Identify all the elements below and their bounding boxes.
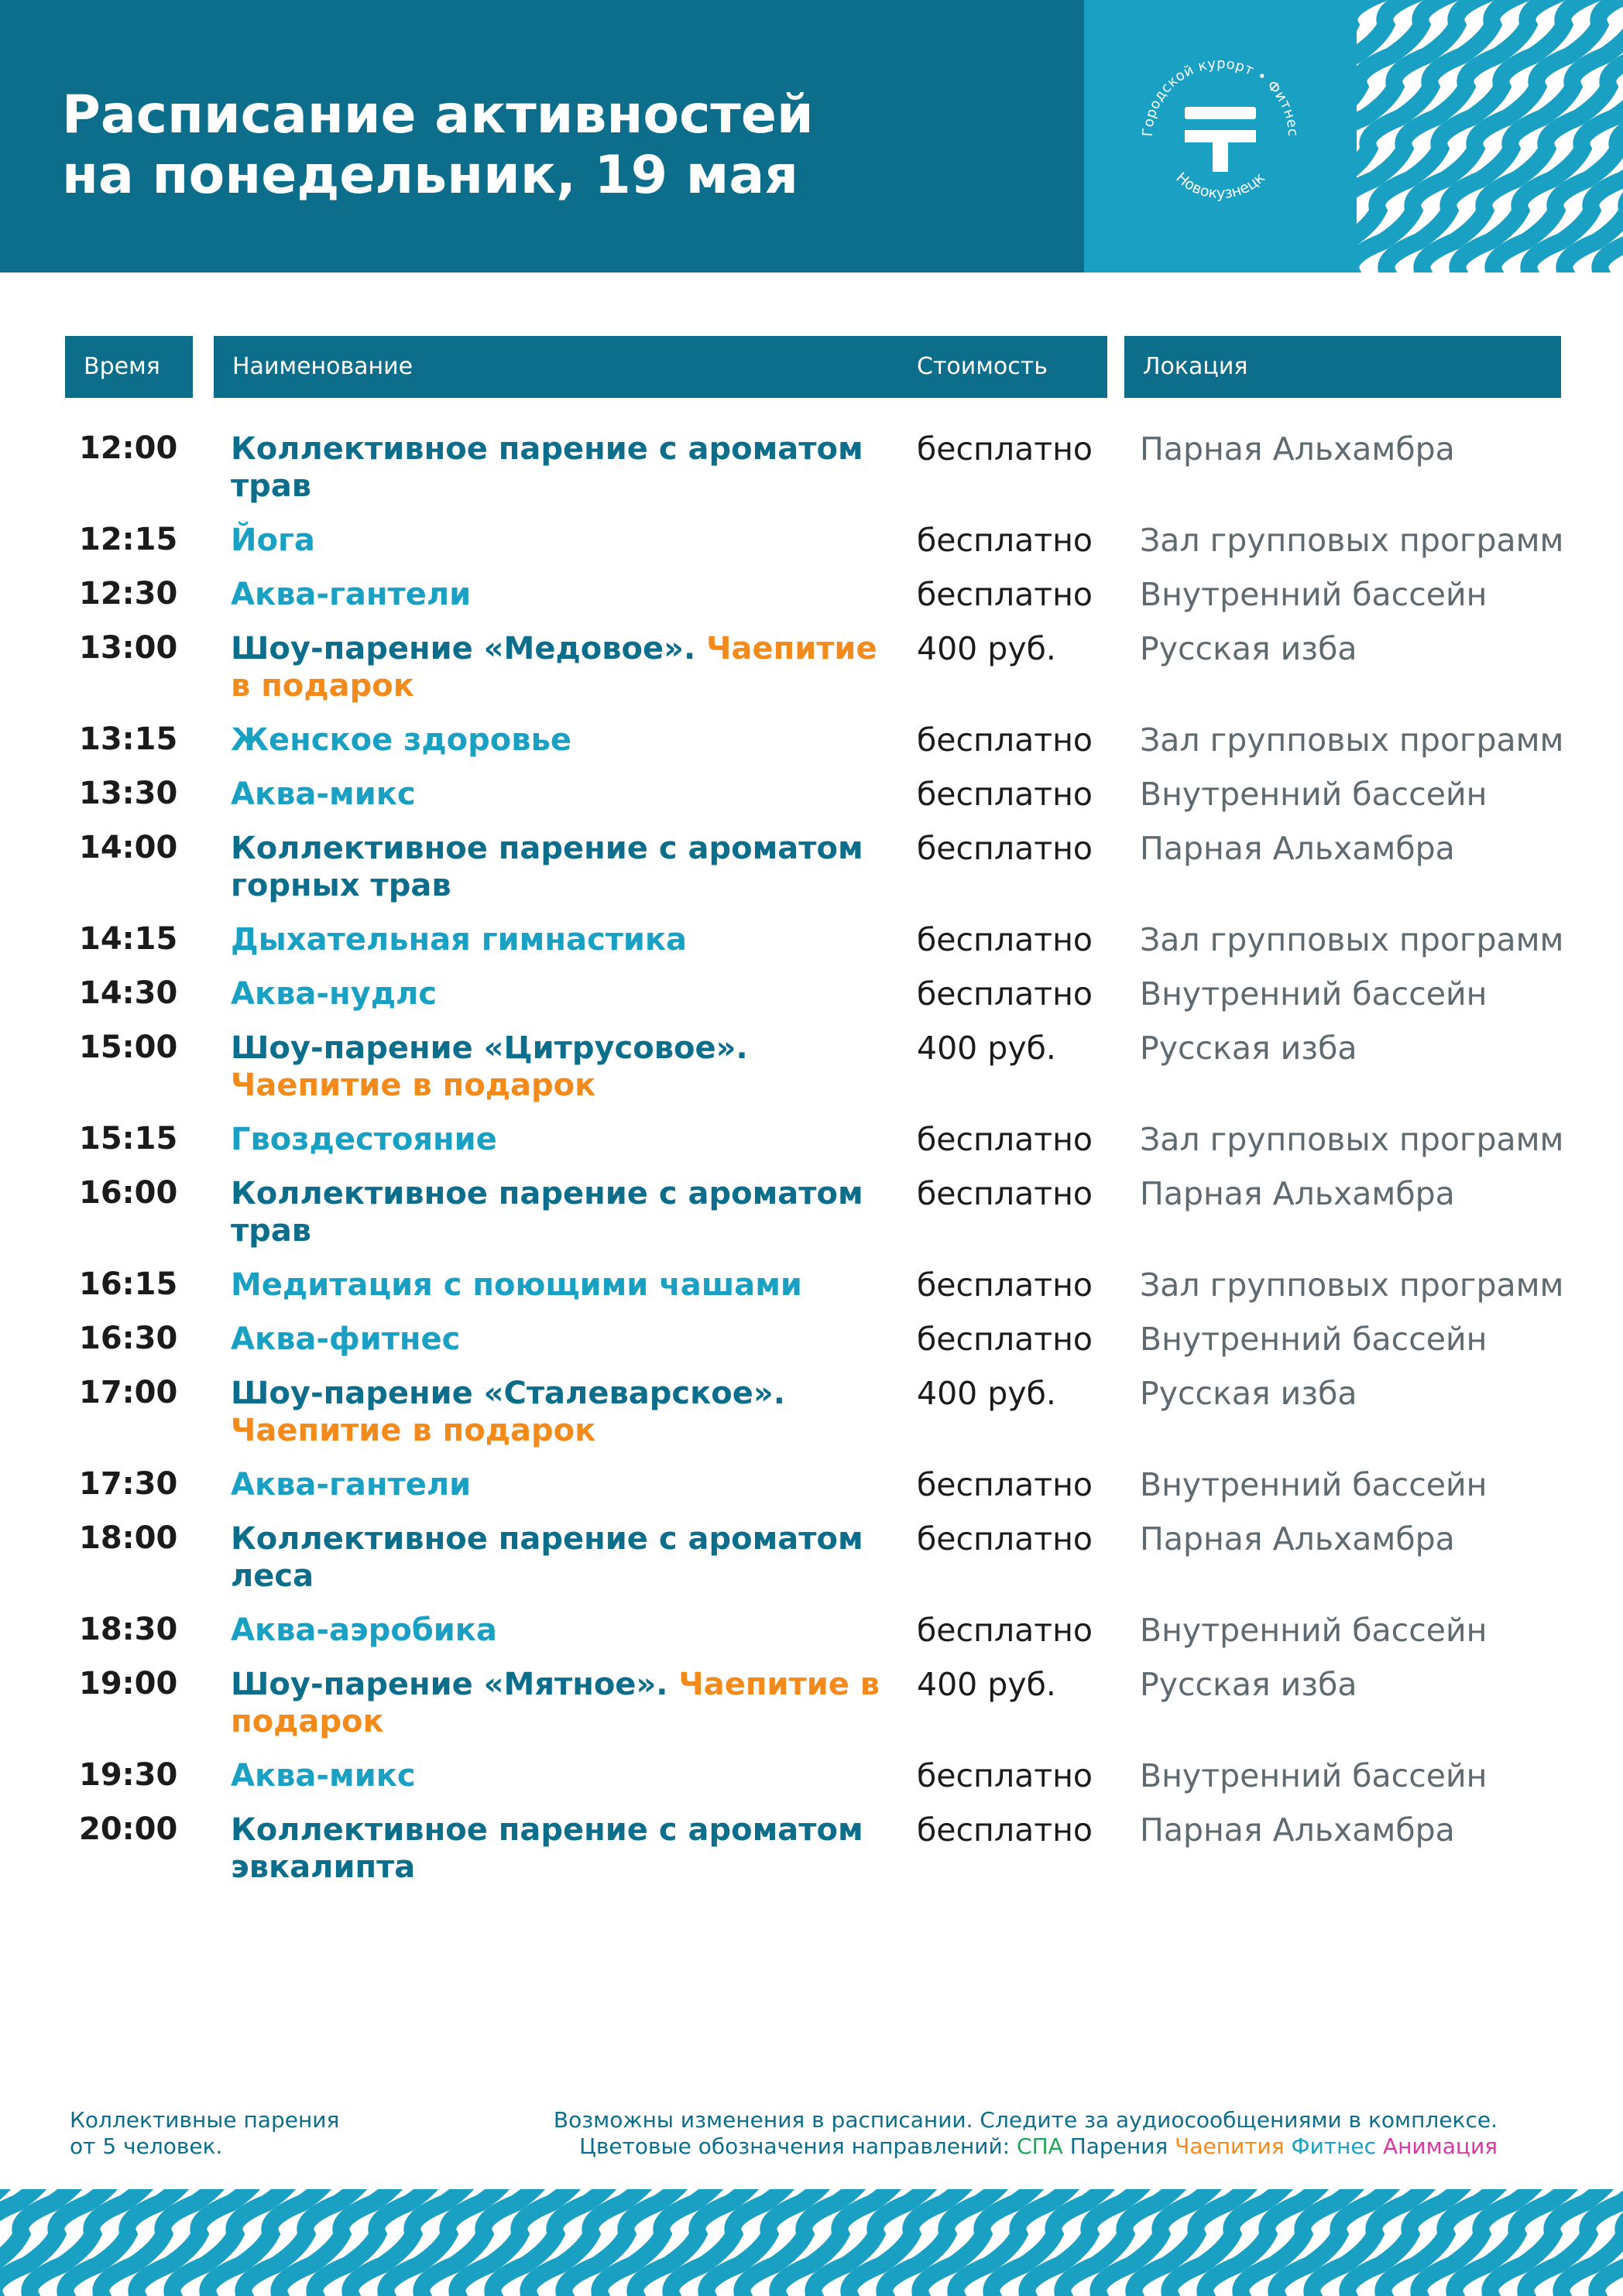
- activity-name: Женское здоровье: [231, 722, 571, 758]
- row-time: 18:00: [79, 1520, 178, 1556]
- row-activity: [231, 1811, 897, 1886]
- row-activity: [231, 1266, 897, 1304]
- schedule-table: [0, 424, 1623, 1897]
- table-row: [0, 424, 1623, 516]
- table-row: [0, 969, 1623, 1023]
- row-time: 17:00: [79, 1375, 178, 1410]
- row-cost: бесплатно: [917, 1266, 1093, 1304]
- row-cost: бесплатно: [917, 576, 1093, 613]
- row-activity: [231, 1520, 897, 1595]
- row-time: 13:15: [79, 721, 178, 757]
- row-time: 19:30: [79, 1757, 178, 1793]
- activity-name: Шоу-парение «Медовое».: [231, 631, 696, 667]
- row-time: 17:30: [79, 1466, 178, 1502]
- row-time: 14:30: [79, 975, 178, 1011]
- row-time: 19:00: [79, 1666, 178, 1701]
- row-location: Зал групповых программ: [1140, 522, 1564, 559]
- row-location: Зал групповых программ: [1140, 921, 1564, 958]
- logo: [1084, 0, 1357, 272]
- row-cost: 400 руб.: [917, 1666, 1056, 1703]
- legend-item: Анимация: [1382, 2133, 1498, 2159]
- row-cost: бесплатно: [917, 1612, 1093, 1649]
- color-legend: [554, 2133, 1498, 2160]
- table-row: [0, 1115, 1623, 1169]
- table-row: [0, 1805, 1623, 1897]
- row-location: Русская изба: [1140, 1030, 1357, 1067]
- row-cost: 400 руб.: [917, 630, 1056, 667]
- row-activity: [231, 830, 897, 904]
- activity-name: Коллективное парение с ароматом трав: [231, 431, 863, 504]
- legend-item: Фитнес: [1291, 2133, 1377, 2159]
- page-title: [62, 85, 814, 206]
- row-location: Внутренний бассейн: [1140, 776, 1487, 813]
- note-left-line-2: от 5 человек.: [70, 2133, 223, 2159]
- row-activity: [231, 1375, 897, 1449]
- row-time: 14:00: [79, 830, 178, 865]
- row-time: 18:30: [79, 1612, 178, 1647]
- row-cost: бесплатно: [917, 1175, 1093, 1212]
- row-cost: бесплатно: [917, 921, 1093, 958]
- activity-name: Аква-микс: [231, 1758, 416, 1794]
- row-cost: бесплатно: [917, 1757, 1093, 1794]
- column-header-location: Локация: [1124, 336, 1561, 398]
- activity-name: Аква-гантели: [231, 1467, 472, 1503]
- logo-city-text: Новокузнецк: [1172, 169, 1268, 203]
- row-location: Парная Альхамбра: [1140, 1175, 1455, 1212]
- row-activity: [231, 776, 897, 813]
- row-cost: бесплатно: [917, 1811, 1093, 1849]
- table-row: [0, 1369, 1623, 1460]
- legend-item: СПА: [1017, 2133, 1063, 2159]
- row-activity: [231, 1612, 897, 1649]
- row-location: Внутренний бассейн: [1140, 1612, 1487, 1649]
- table-row: [0, 516, 1623, 570]
- table-row: [0, 715, 1623, 769]
- row-location: Парная Альхамбра: [1140, 430, 1455, 468]
- row-activity: [231, 1121, 897, 1158]
- legend-label: Цветовые обозначения направлений:: [579, 2133, 1011, 2159]
- table-row: [0, 1460, 1623, 1514]
- row-cost: бесплатно: [917, 1121, 1093, 1158]
- row-cost: 400 руб.: [917, 1030, 1056, 1067]
- row-activity: [231, 921, 897, 958]
- activity-name: Медитация с поющими чашами: [231, 1267, 802, 1303]
- row-location: Парная Альхамбра: [1140, 830, 1455, 867]
- activity-name: Шоу-парение «Мятное».: [231, 1667, 668, 1702]
- row-cost: бесплатно: [917, 1466, 1093, 1503]
- row-cost: 400 руб.: [917, 1375, 1056, 1412]
- row-time: 15:15: [79, 1121, 178, 1157]
- row-location: Зал групповых программ: [1140, 1121, 1564, 1158]
- row-location: Внутренний бассейн: [1140, 1321, 1487, 1358]
- row-location: Внутренний бассейн: [1140, 576, 1487, 613]
- activity-name: Гвоздестояние: [231, 1122, 497, 1157]
- note-right-line-1: Возможны изменения в расписании. Следите за аудиосообщениями в комплексе.: [553, 2107, 1498, 2133]
- activity-tea-bonus: Чаепитие в подарок: [231, 1667, 880, 1739]
- row-location: Зал групповых программ: [1140, 721, 1564, 759]
- table-row: [0, 1605, 1623, 1660]
- wave-pattern-top: [1357, 0, 1623, 272]
- legend-item: Чаепития: [1175, 2133, 1285, 2159]
- row-activity: [231, 1757, 897, 1794]
- row-time: 15:00: [79, 1030, 178, 1065]
- table-row: [0, 1660, 1623, 1751]
- row-activity: [231, 1321, 897, 1358]
- activity-name: Коллективное парение с ароматом трав: [231, 1176, 863, 1249]
- table-row: [0, 1751, 1623, 1805]
- row-cost: бесплатно: [917, 721, 1093, 759]
- row-cost: бесплатно: [917, 522, 1093, 559]
- row-location: Русская изба: [1140, 1666, 1357, 1703]
- header-banner: [0, 0, 1084, 272]
- row-time: 14:15: [79, 921, 178, 957]
- row-activity: [231, 1175, 897, 1249]
- row-cost: бесплатно: [917, 1520, 1093, 1558]
- row-activity: [231, 1466, 897, 1503]
- note-disclaimer: [554, 2107, 1498, 2160]
- row-time: 12:00: [79, 430, 178, 466]
- activity-name: Шоу-парение «Сталеварское».: [231, 1376, 785, 1411]
- table-row: [0, 1514, 1623, 1605]
- table-row: [0, 1260, 1623, 1314]
- row-activity: [231, 1666, 897, 1740]
- table-row: [0, 915, 1623, 969]
- row-location: Зал групповых программ: [1140, 1266, 1564, 1304]
- row-cost: бесплатно: [917, 975, 1093, 1013]
- column-header-cost: Стоимость: [898, 336, 1107, 398]
- row-activity: [231, 721, 897, 759]
- row-activity: [231, 576, 897, 613]
- table-row: [0, 570, 1623, 624]
- row-location: Внутренний бассейн: [1140, 975, 1487, 1013]
- row-time: 13:30: [79, 776, 178, 811]
- table-row: [0, 1314, 1623, 1369]
- row-location: Внутренний бассейн: [1140, 1466, 1487, 1503]
- activity-name: Аква-микс: [231, 776, 416, 812]
- column-header-time: Время: [65, 336, 193, 398]
- note-group-size: [70, 2107, 339, 2160]
- activity-name: Йога: [231, 523, 315, 558]
- activity-name: Коллективное парение с ароматом леса: [231, 1521, 863, 1594]
- activity-name: Аква-фитнес: [231, 1321, 461, 1357]
- row-activity: [231, 522, 897, 559]
- legend-item: Парения: [1069, 2133, 1168, 2159]
- logo-emblem: [1084, 0, 1357, 272]
- logo-mark-icon: [1185, 107, 1256, 172]
- row-time: 16:30: [79, 1321, 178, 1356]
- row-location: Русская изба: [1140, 630, 1357, 667]
- activity-name: Коллективное парение с ароматом эвкалипта: [231, 1812, 863, 1885]
- table-row: [0, 1023, 1623, 1115]
- table-row: [0, 769, 1623, 824]
- activity-name: Аква-аэробика: [231, 1612, 497, 1648]
- row-activity: [231, 630, 897, 704]
- logo-ring-text: Городской курорт • Фитнес: [1139, 55, 1302, 137]
- row-time: 16:00: [79, 1175, 178, 1211]
- activity-name: Коллективное парение с ароматом горных трав: [231, 831, 863, 903]
- row-location: Парная Альхамбра: [1140, 1520, 1455, 1558]
- activity-name: Аква-гантели: [231, 577, 472, 612]
- activity-name: Шоу-парение «Цитрусовое».: [231, 1030, 748, 1066]
- activity-name: Дыхательная гимнастика: [231, 922, 688, 958]
- row-location: Парная Альхамбра: [1140, 1811, 1455, 1849]
- note-left-line-1: Коллективные парения: [70, 2107, 340, 2133]
- wave-pattern-bottom: [0, 2189, 1623, 2296]
- row-location: Внутренний бассейн: [1140, 1757, 1487, 1794]
- row-location: Русская изба: [1140, 1375, 1357, 1412]
- row-activity: [231, 975, 897, 1013]
- title-line-1: Расписание активностей: [62, 84, 814, 146]
- activity-tea-bonus: Чаепитие в подарок: [231, 1413, 596, 1448]
- row-cost: бесплатно: [917, 830, 1093, 867]
- table-row: [0, 1169, 1623, 1260]
- table-row: [0, 824, 1623, 915]
- activity-name: Аква-нудлс: [231, 976, 437, 1012]
- activity-tea-bonus: Чаепитие в подарок: [231, 631, 877, 704]
- title-line-2: на понедельник, 19 мая: [62, 145, 798, 206]
- row-time: 12:15: [79, 522, 178, 557]
- row-time: 16:15: [79, 1266, 178, 1302]
- row-time: 13:00: [79, 630, 178, 666]
- column-header-name: Наименование: [214, 336, 1047, 398]
- table-row: [0, 624, 1623, 715]
- row-activity: [231, 1030, 897, 1104]
- row-time: 12:30: [79, 576, 178, 612]
- row-activity: [231, 430, 897, 505]
- row-cost: бесплатно: [917, 776, 1093, 813]
- activity-tea-bonus: Чаепитие в подарок: [231, 1067, 596, 1103]
- row-cost: бесплатно: [917, 1321, 1093, 1358]
- row-time: 20:00: [79, 1811, 178, 1847]
- row-cost: бесплатно: [917, 430, 1093, 468]
